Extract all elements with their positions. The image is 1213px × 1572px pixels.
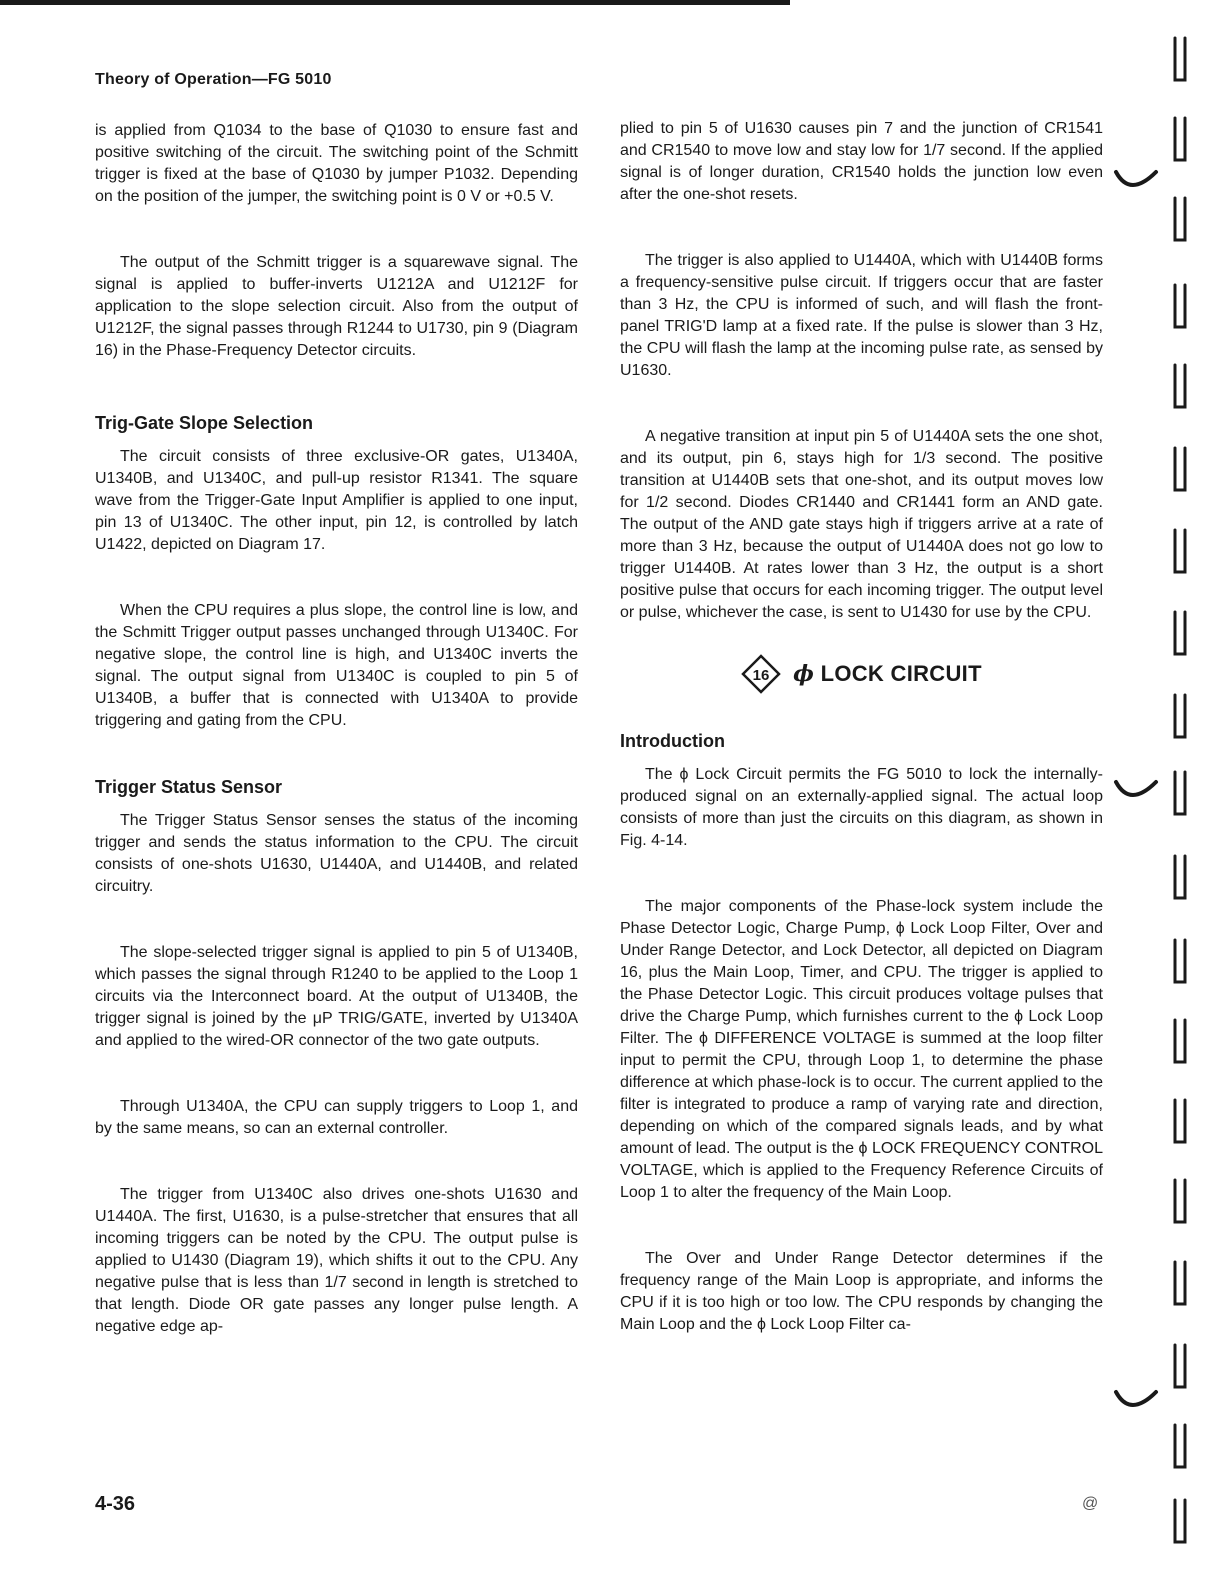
paragraph: Through U1340A, the CPU can supply triggers to Loop 1, and by the same means, so can an external controller. <box>95 1098 578 1137</box>
paragraph: The slope-selected trigger signal is applied to pin 5 of U1340B, which passes the signal through R1240 to be applied to the Loop 1 circuits via the Interconnect board. At the output of U1340B, the trigger signal is joined by the μP TRIG/GATE, inverted by U1340A and applied to the wired-OR connector of the two gate outputs. <box>95 944 578 1049</box>
paragraph: The Trigger Status Sensor senses the status of the incoming trigger and sends the status information to the CPU. The circuit consists of one-shots U1630, U1440A, and U1440B, and related circuitry. <box>95 812 578 895</box>
binder-edge-marks <box>1110 0 1213 1567</box>
paragraph: The Over and Under Range Detector determines if the frequency range of the Main Loop is appropriate, and informs the CPU if it is too high or too low. The CPU responds by changing the Main Loop and the ϕ Lock Loop Filter ca- <box>620 1250 1103 1333</box>
footer-mark: @ <box>1082 1495 1099 1512</box>
section-heading-introduction: Introduction <box>620 731 725 751</box>
right-column <box>620 118 1103 1336</box>
page-number: 4-36 <box>95 1493 136 1515</box>
diamond-icon <box>741 654 781 694</box>
paragraph: When the CPU requires a plus slope, the control line is low, and the Schmitt Trigger output passes unchanged through U1340C. For negative slope, the control line is high, and U1340C inverts the signal. The output signal from U1340C is coupled to pin 5 of U1340B, a buffer that is connected with U1340A to provide triggering and gating from the CPU. <box>95 602 578 729</box>
diagram-number-badge <box>741 654 781 694</box>
top-rule <box>0 0 790 5</box>
paragraph: The trigger is also applied to U1440A, which with U1440B forms a frequency-sensitive pulse circuit. If triggers occur that are faster than 3 Hz, the CPU is informed of such, and will flash the front-panel TRIG'D lamp at a fixed rate. If the pulse is slower than 3 Hz, the CPU will flash the lamp at the incoming pulse rate, as sensed by U1630. <box>620 252 1103 379</box>
section-heading-trigger-status: Trigger Status Sensor <box>95 777 283 797</box>
paragraph: The circuit consists of three exclusive-OR gates, U1340A, U1340B, and U1340C, and pull-up resistor R1341. The square wave from the Trigger-Gate Input Amplifier is applied to one input, pin 13 of U1340C. The other input, pin 12, is controlled by latch U1422, depicted on Diagram 17. <box>95 448 578 553</box>
binder-holes-icon <box>1110 0 1213 1567</box>
section-title-text: LOCK CIRCUIT <box>820 661 982 686</box>
paragraph: The ϕ Lock Circuit permits the FG 5010 to lock the internally-produced signal on an externally-applied signal. The actual loop consists of more than just the circuits on this diagram, as shown in Fig. 4-14. <box>620 766 1103 849</box>
paragraph: The major components of the Phase-lock system include the Phase Detector Logic, Charge Pump, ϕ Lock Loop Filter, Over and Under Range Detector, and Lock Detector, all depicted on Diagram 16, plus the Main Loop, Timer, and CPU. The trigger is applied to the Phase Detector Logic. This circuit produces voltage pulses that drive the Charge Pump, which furnishes current to the ϕ Lock Loop Filter. The ϕ DIFFERENCE VOLTAGE is summed at the loop filter input to permit the CPU, through Loop 1, to determine the phase difference at which phase-lock is to occur. The current applied to the filter is integrated to produce a ramp of varying rate and direction, depending on which of the compared signals leads, and by what amount of lead. The output is the ϕ LOCK FREQUENCY CONTROL VOLTAGE, which is applied to the Frequency Reference Circuits of Loop 1 to alter the frequency of the Main Loop. <box>620 898 1103 1201</box>
paragraph: A negative transition at input pin 5 of U1440A sets the one shot, and its output, pin 6, stays high for 1/3 second. The positive transition at U1440B sets that one-shot, and its output moves low for 1/2 second. Diodes CR1440 and CR1441 form an AND gate. The output of the AND gate stays high if triggers arrive at a rate of more than 3 Hz, because the output of U1440A does not go low to trigger U1440B. At rates lower than 3 Hz, the output is a short positive pulse that occurs for each incoming trigger. The output level or pulse, whichever the case, is sent to U1430 for use by the CPU. <box>620 428 1103 621</box>
paragraph: The trigger from U1340C also drives one-shots U1630 and U1440A. The first, U1630, is a pulse-stretcher that ensures that all incoming triggers can be noted by the CPU. The output pulse is applied to U1430 (Diagram 19), which shifts it out to the CPU. Any negative pulse that is less than 1/7 second in length is stretched to that length. Diode OR gate passes any longer pulse length. A negative edge ap- <box>95 1186 578 1335</box>
paragraph: is applied from Q1034 to the base of Q1030 to ensure fast and positive switching of the circuit. The switching point of the Schmitt trigger is fixed at the base of Q1030 by jumper P1032. Depending on the position of the jumper, the switching point is 0 V or +0.5 V. <box>95 122 578 205</box>
diagram-number: 16 <box>752 667 770 684</box>
paragraph: plied to pin 5 of U1630 causes pin 7 and the junction of CR1541 and CR1540 to move low and stay low for 1/7 second. If the applied signal is of longer duration, CR1540 holds the junction low even after the one-shot resets. <box>620 120 1103 203</box>
paragraph: The output of the Schmitt trigger is a squarewave signal. The signal is applied to buffer-inverts U1212A and U1212F for application to the slope selection circuit. Also from the output of U1212F, the signal passes through R1244 to U1730, pin 9 (Diagram 16) in the Phase-Frequency Detector circuits. <box>95 254 578 359</box>
section-title-lock-circuit <box>620 652 1103 696</box>
phi-symbol: ϕ <box>793 661 815 687</box>
running-head: Theory of Operation—FG 5010 <box>95 71 332 88</box>
section-heading-slope-selection: Trig-Gate Slope Selection <box>95 413 314 433</box>
left-column <box>95 120 578 1338</box>
